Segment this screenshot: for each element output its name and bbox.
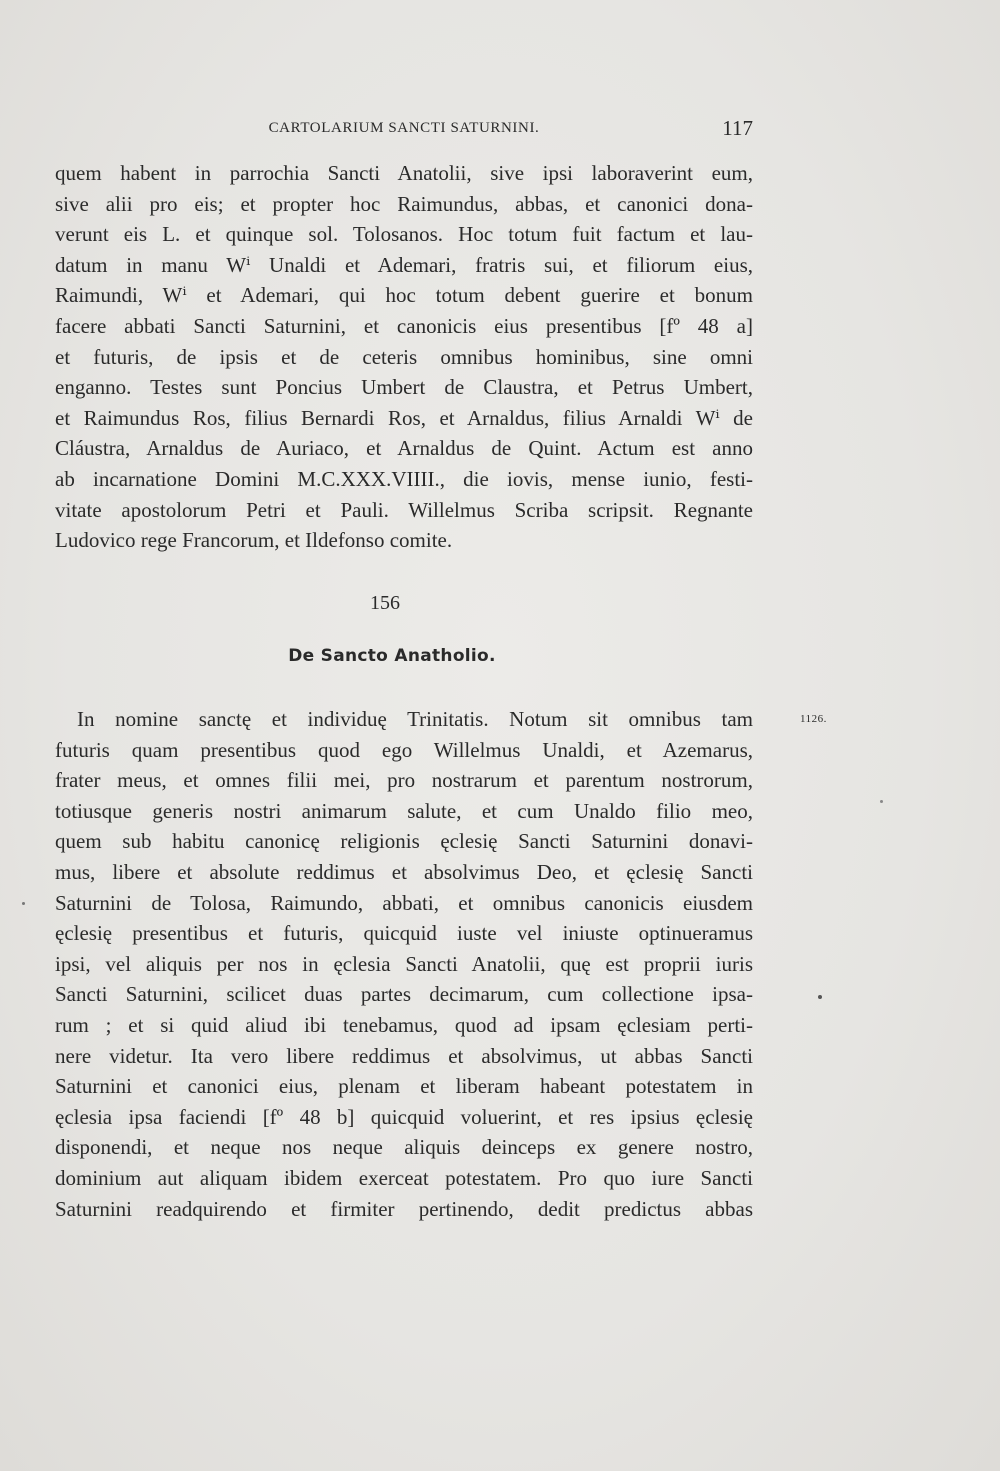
text-line: ęclesię presentibus et futuris, quicquid iuste vel iniuste optinueramus [55, 921, 753, 946]
text-line: ipsi, vel aliquis per nos in ęclesia Sancti Anatolii, quę est proprii iuris [55, 951, 753, 976]
text-line: Ludovico rege Francorum, et Ildefonso comite. [55, 528, 453, 553]
paper-speck [22, 902, 25, 905]
paper-speck [880, 800, 883, 803]
text-line: datum in manu Wⁱ Unaldi et Ademari, fratris sui, et filiorum eius, [55, 252, 753, 277]
page-number: 117 [722, 116, 753, 140]
text-line: quem habent in parrochia Sancti Anatolii, sive ipsi laboraverint eum, [55, 161, 753, 185]
text-line: vitate apostolorum Petri et Pauli. Willelmus Scriba scripsit. Regnante [55, 497, 753, 522]
text-line: In nomine sanctę et individuę Trinitatis. Notum sit omnibus tam [77, 707, 753, 731]
text-line: et futuris, de ipsis et de ceteris omnibus hominibus, sine omni [55, 344, 753, 369]
text-line: disponendi, et neque nos neque aliquis deinceps ex genere nostro, [55, 1135, 753, 1160]
paper-speck [818, 995, 822, 999]
text-line: Sancti Saturnini, scilicet duas partes decimarum, cum collectione ipsa- [55, 982, 753, 1007]
text-line: Saturnini de Tolosa, Raimundo, abbati, et omnibus canonicis eiusdem [55, 890, 753, 915]
text-line: totiusque generis nostri animarum salute, et cum Unaldo filio meo, [55, 798, 753, 823]
text-line: quem sub habitu canonicę religionis ęclesię Sancti Saturnini donavi- [55, 829, 753, 854]
text-line: verunt eis L. et quinque sol. Tolosanos. Hoc totum fuit factum et lau- [55, 222, 753, 247]
text-line: mus, libere et absolute reddimus et absolvimus Deo, et ęclesię Sancti [55, 859, 753, 884]
document-heading: De Sancto Anatholio. [288, 646, 496, 666]
text-line: futuris quam presentibus quod ego Willelmus Unaldi, et Azemarus, [55, 737, 753, 762]
text-line: ęclesia ipsa faciendi [fº 48 b] quicquid voluerint, et res ipsius ęclesię [55, 1104, 753, 1129]
running-head [55, 118, 753, 144]
text-line: Cláustra, Arnaldus de Auriaco, et Arnaldus de Quint. Actum est anno [55, 436, 753, 461]
text-line: dominium aut aliquam ibidem exerceat potestatem. Pro quo iure Sancti [55, 1165, 753, 1190]
running-title: CARTOLARIUM SANCTI SATURNINI. [268, 120, 540, 136]
text-line: et Raimundus Ros, filius Bernardi Ros, et Arnaldus, filius Arnaldi Wⁱ de [55, 405, 753, 430]
text-line: sive alii pro eis; et propter hoc Raimundus, abbas, et canonici dona- [55, 191, 753, 216]
text-line: ab incarnatione Domini M.C.XXX.VIIII., die iovis, mense iunio, festi- [55, 466, 753, 491]
charter-text [55, 704, 753, 1224]
text-line: Raimundi, Wⁱ et Ademari, qui hoc totum debent guerire et bonum [55, 283, 753, 308]
upper-paragraph [55, 158, 753, 556]
document-number: 156 [370, 592, 400, 614]
text-line: Saturnini readquirendo et firmiter pertinendo, dedit predictus abbas [55, 1196, 753, 1221]
text-line: facere abbati Sancti Saturnini, et canonicis eius presentibus [fº 48 a] [55, 313, 753, 338]
margin-date-note: 1126. [800, 713, 827, 725]
text-line: rum ; et si quid aliud ibi tenebamus, quod ad ipsam ęclesiam perti- [55, 1012, 753, 1037]
text-line: frater meus, et omnes filii mei, pro nostrarum et parentum nostrorum, [55, 768, 753, 793]
text-line: nere videtur. Ita vero libere reddimus et absolvimus, ut abbas Sancti [55, 1043, 753, 1068]
text-line: enganno. Testes sunt Poncius Umbert de Claustra, et Petrus Umbert, [55, 375, 753, 400]
text-line: Saturnini et canonici eius, plenam et liberam habeant potestatem in [55, 1074, 753, 1099]
